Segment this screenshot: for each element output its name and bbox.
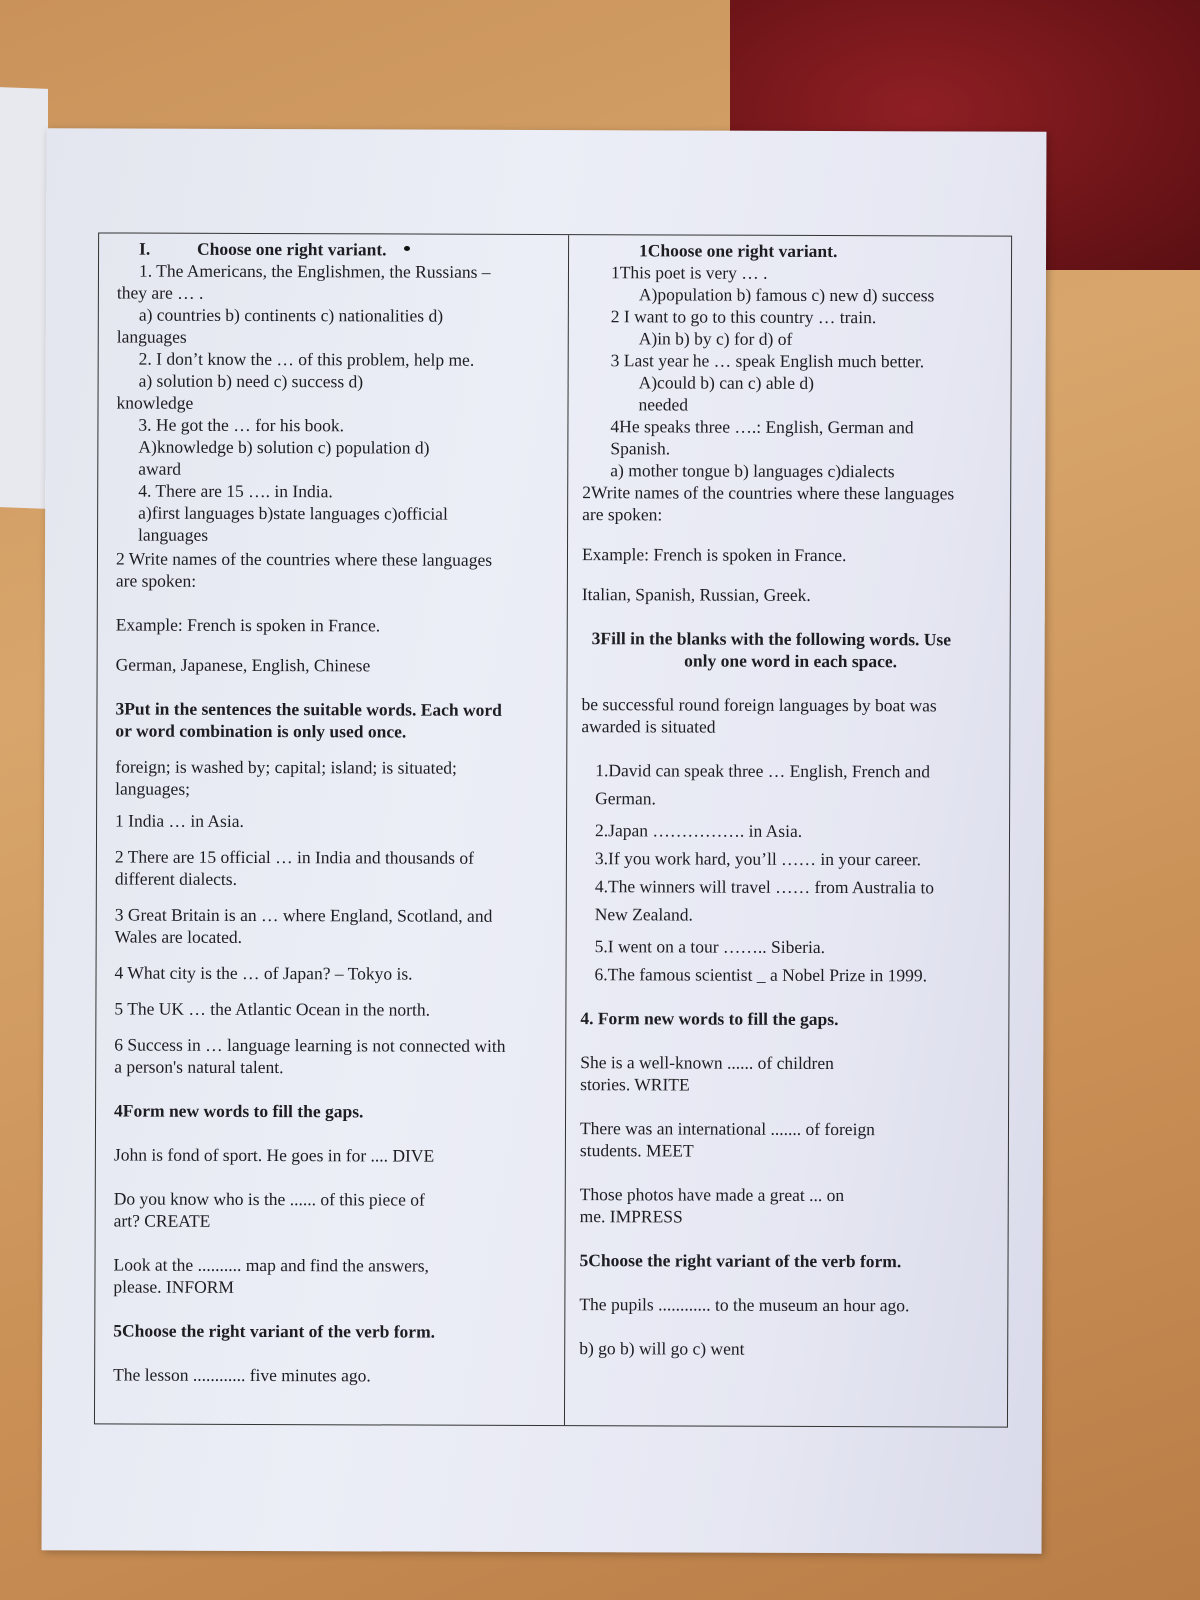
left-section3-sentence-2-cont: different dialects.: [114, 868, 238, 889]
right-q3-options: A)could b) can c) able d): [638, 372, 815, 393]
worksheet-paper: [42, 128, 1047, 1553]
left-section4-item-2: Do you know who is the ...... of this piece of: [113, 1188, 425, 1210]
right-q3-options-cont: needed: [638, 394, 689, 415]
right-q1: 1This poet is very … .: [610, 262, 768, 283]
right-section4-item-1: She is a well-known ...... of children: [580, 1052, 834, 1074]
right-section3-sentence-3: 3.If you work hard, you’ll …… in your career.: [594, 848, 922, 870]
right-q1-options: A)population b) famous c) new d) success: [638, 284, 935, 306]
right-q4-cont: Spanish.: [610, 438, 671, 459]
right-section2-example: Example: French is spoken in France.: [581, 544, 847, 566]
right-section4-item-2-cont: students. MEET: [579, 1140, 694, 1161]
variant-left-column: [95, 233, 569, 1425]
right-section3-sentence-4-cont: New Zealand.: [594, 904, 693, 925]
right-section3-sentence-5: 5.I went on a tour …….. Siberia.: [594, 936, 826, 957]
left-section1-number: I.: [139, 238, 151, 259]
left-section4-item-1: John is fond of sport. He goes in for .... DIVE: [113, 1144, 435, 1166]
left-section3-sentence-6: 6 Success in … language learning is not connected with: [114, 1034, 506, 1056]
left-q1: 1. The Americans, the Englishmen, the Russians –: [138, 260, 491, 282]
right-section3-words-cont: awarded is situated: [581, 716, 716, 737]
right-section3-title: 3Fill in the blanks with the following words. Use: [591, 628, 952, 650]
left-section1-title: Choose one right variant.: [196, 238, 387, 260]
right-section3-sentence-4: 4.The winners will travel …… from Australia to: [594, 876, 935, 898]
left-q1-options-cont: languages: [116, 326, 187, 347]
left-section2-example: Example: French is spoken in France.: [115, 614, 381, 636]
right-section5-item-1: The pupils ............ to the museum an hour ago.: [579, 1294, 910, 1316]
left-q3: 3. He got the … for his book.: [138, 414, 345, 436]
left-section3-sentence-3: 3 Great Britain is an … where England, Scotland, and: [114, 904, 493, 926]
left-q2-options: a) solution b) need c) success d): [138, 370, 364, 392]
right-section5-title: 5Choose the right variant of the verb form.: [579, 1250, 902, 1272]
background-sheet: [0, 87, 48, 509]
right-section3-words: be successful round foreign languages by boat was: [581, 694, 937, 716]
ink-dot: [404, 246, 410, 251]
right-section2-title-cont: are spoken:: [582, 504, 663, 525]
left-q4-options-cont: languages: [138, 524, 209, 545]
right-section4-item-2: There was an international ....... of foreign: [579, 1118, 875, 1140]
right-q2-options: A)in b) by c) for d) of: [638, 328, 793, 349]
left-q4: 4. There are 15 …. in India.: [138, 480, 333, 502]
left-section3-sentence-6-cont: a person's natural talent.: [114, 1056, 284, 1078]
left-q3-options-cont: award: [138, 458, 182, 479]
left-section1-heading: [117, 238, 558, 262]
right-section5-options: b) go b) will go c) went: [579, 1338, 745, 1359]
left-section3-title: 3Put in the sentences the suitable words. Each word: [115, 698, 502, 720]
left-section4-item-3-cont: please. INFORM: [113, 1276, 235, 1297]
right-section1-title: 1Choose one right variant.: [639, 240, 838, 262]
right-section3-sentence-1: 1.David can speak three … English, French and: [595, 760, 931, 782]
left-section2-title-cont: are spoken:: [115, 570, 197, 591]
left-q4-options: a)first languages b)state languages c)official: [138, 502, 448, 524]
right-q4: 4He speaks three ….: English, German and: [610, 416, 914, 438]
right-section2-languages: Italian, Spanish, Russian, Greek.: [581, 584, 811, 605]
left-q1-cont: they are … .: [116, 282, 204, 303]
right-section2-title: 2Write names of the countries where these languages: [582, 482, 955, 504]
left-section4-title: 4Form new words to fill the gaps.: [114, 1100, 364, 1122]
right-q3: 3 Last year he … speak English much better.: [610, 350, 925, 372]
left-section5-title: 5Choose the right variant of the verb form.: [113, 1320, 436, 1342]
left-section3-sentence-3-cont: Wales are located.: [114, 926, 243, 947]
left-section5-item-1: The lesson ............ five minutes ago.: [113, 1364, 371, 1386]
right-section4-item-1-cont: stories. WRITE: [580, 1074, 690, 1095]
left-q2-options-cont: knowledge: [116, 392, 194, 413]
left-section3-sentence-5: 5 The UK … the Atlantic Ocean in the north.: [114, 998, 431, 1020]
worksheet-table: [94, 232, 1012, 1427]
left-q3-options: A)knowledge b) solution c) population d): [138, 436, 430, 458]
left-section2-languages: German, Japanese, English, Chinese: [115, 654, 371, 676]
left-section3-title-cont: or word combination is only used once.: [115, 720, 407, 742]
left-section3-sentence-2: 2 There are 15 official … in India and thousands of: [114, 846, 474, 868]
variant-right-column: [565, 235, 1011, 1427]
right-section3-sentence-2: 2.Japan ……………. in Asia.: [595, 820, 803, 841]
right-section4-item-3: Those photos have made a great ... on: [579, 1184, 845, 1206]
left-section3-words: foreign; is washed by; capital; island; is situated;: [115, 756, 457, 778]
left-q1-options: a) countries b) continents c) nationalities d): [138, 304, 444, 326]
right-section4-title: 4. Form new words to fill the gaps.: [580, 1008, 839, 1030]
left-q2: 2. I don’t know the … of this problem, help me.: [138, 348, 475, 370]
left-section2-title: 2 Write names of the countries where these languages: [115, 548, 493, 570]
right-section3-sentence-1-cont: German.: [595, 788, 656, 809]
left-section3-sentence-1: 1 India … in Asia.: [115, 810, 244, 831]
left-section4-item-2-cont: art? CREATE: [113, 1210, 211, 1231]
left-section4-item-3: Look at the .......... map and find the answers,: [113, 1254, 429, 1276]
right-section3-sentence-6: 6.The famous scientist _ a Nobel Prize in 1999.: [594, 964, 928, 986]
right-q2: 2 I want to go to this country … train.: [610, 306, 877, 328]
right-q4-options: a) mother tongue b) languages c)dialects: [610, 460, 895, 482]
right-section3-title-cont: only one word in each space.: [684, 650, 898, 672]
right-section4-item-3-cont: me. IMPRESS: [579, 1206, 683, 1227]
left-section3-sentence-4: 4 What city is the … of Japan? – Tokyo is.: [114, 962, 413, 984]
left-section3-words-cont: languages;: [115, 778, 191, 799]
